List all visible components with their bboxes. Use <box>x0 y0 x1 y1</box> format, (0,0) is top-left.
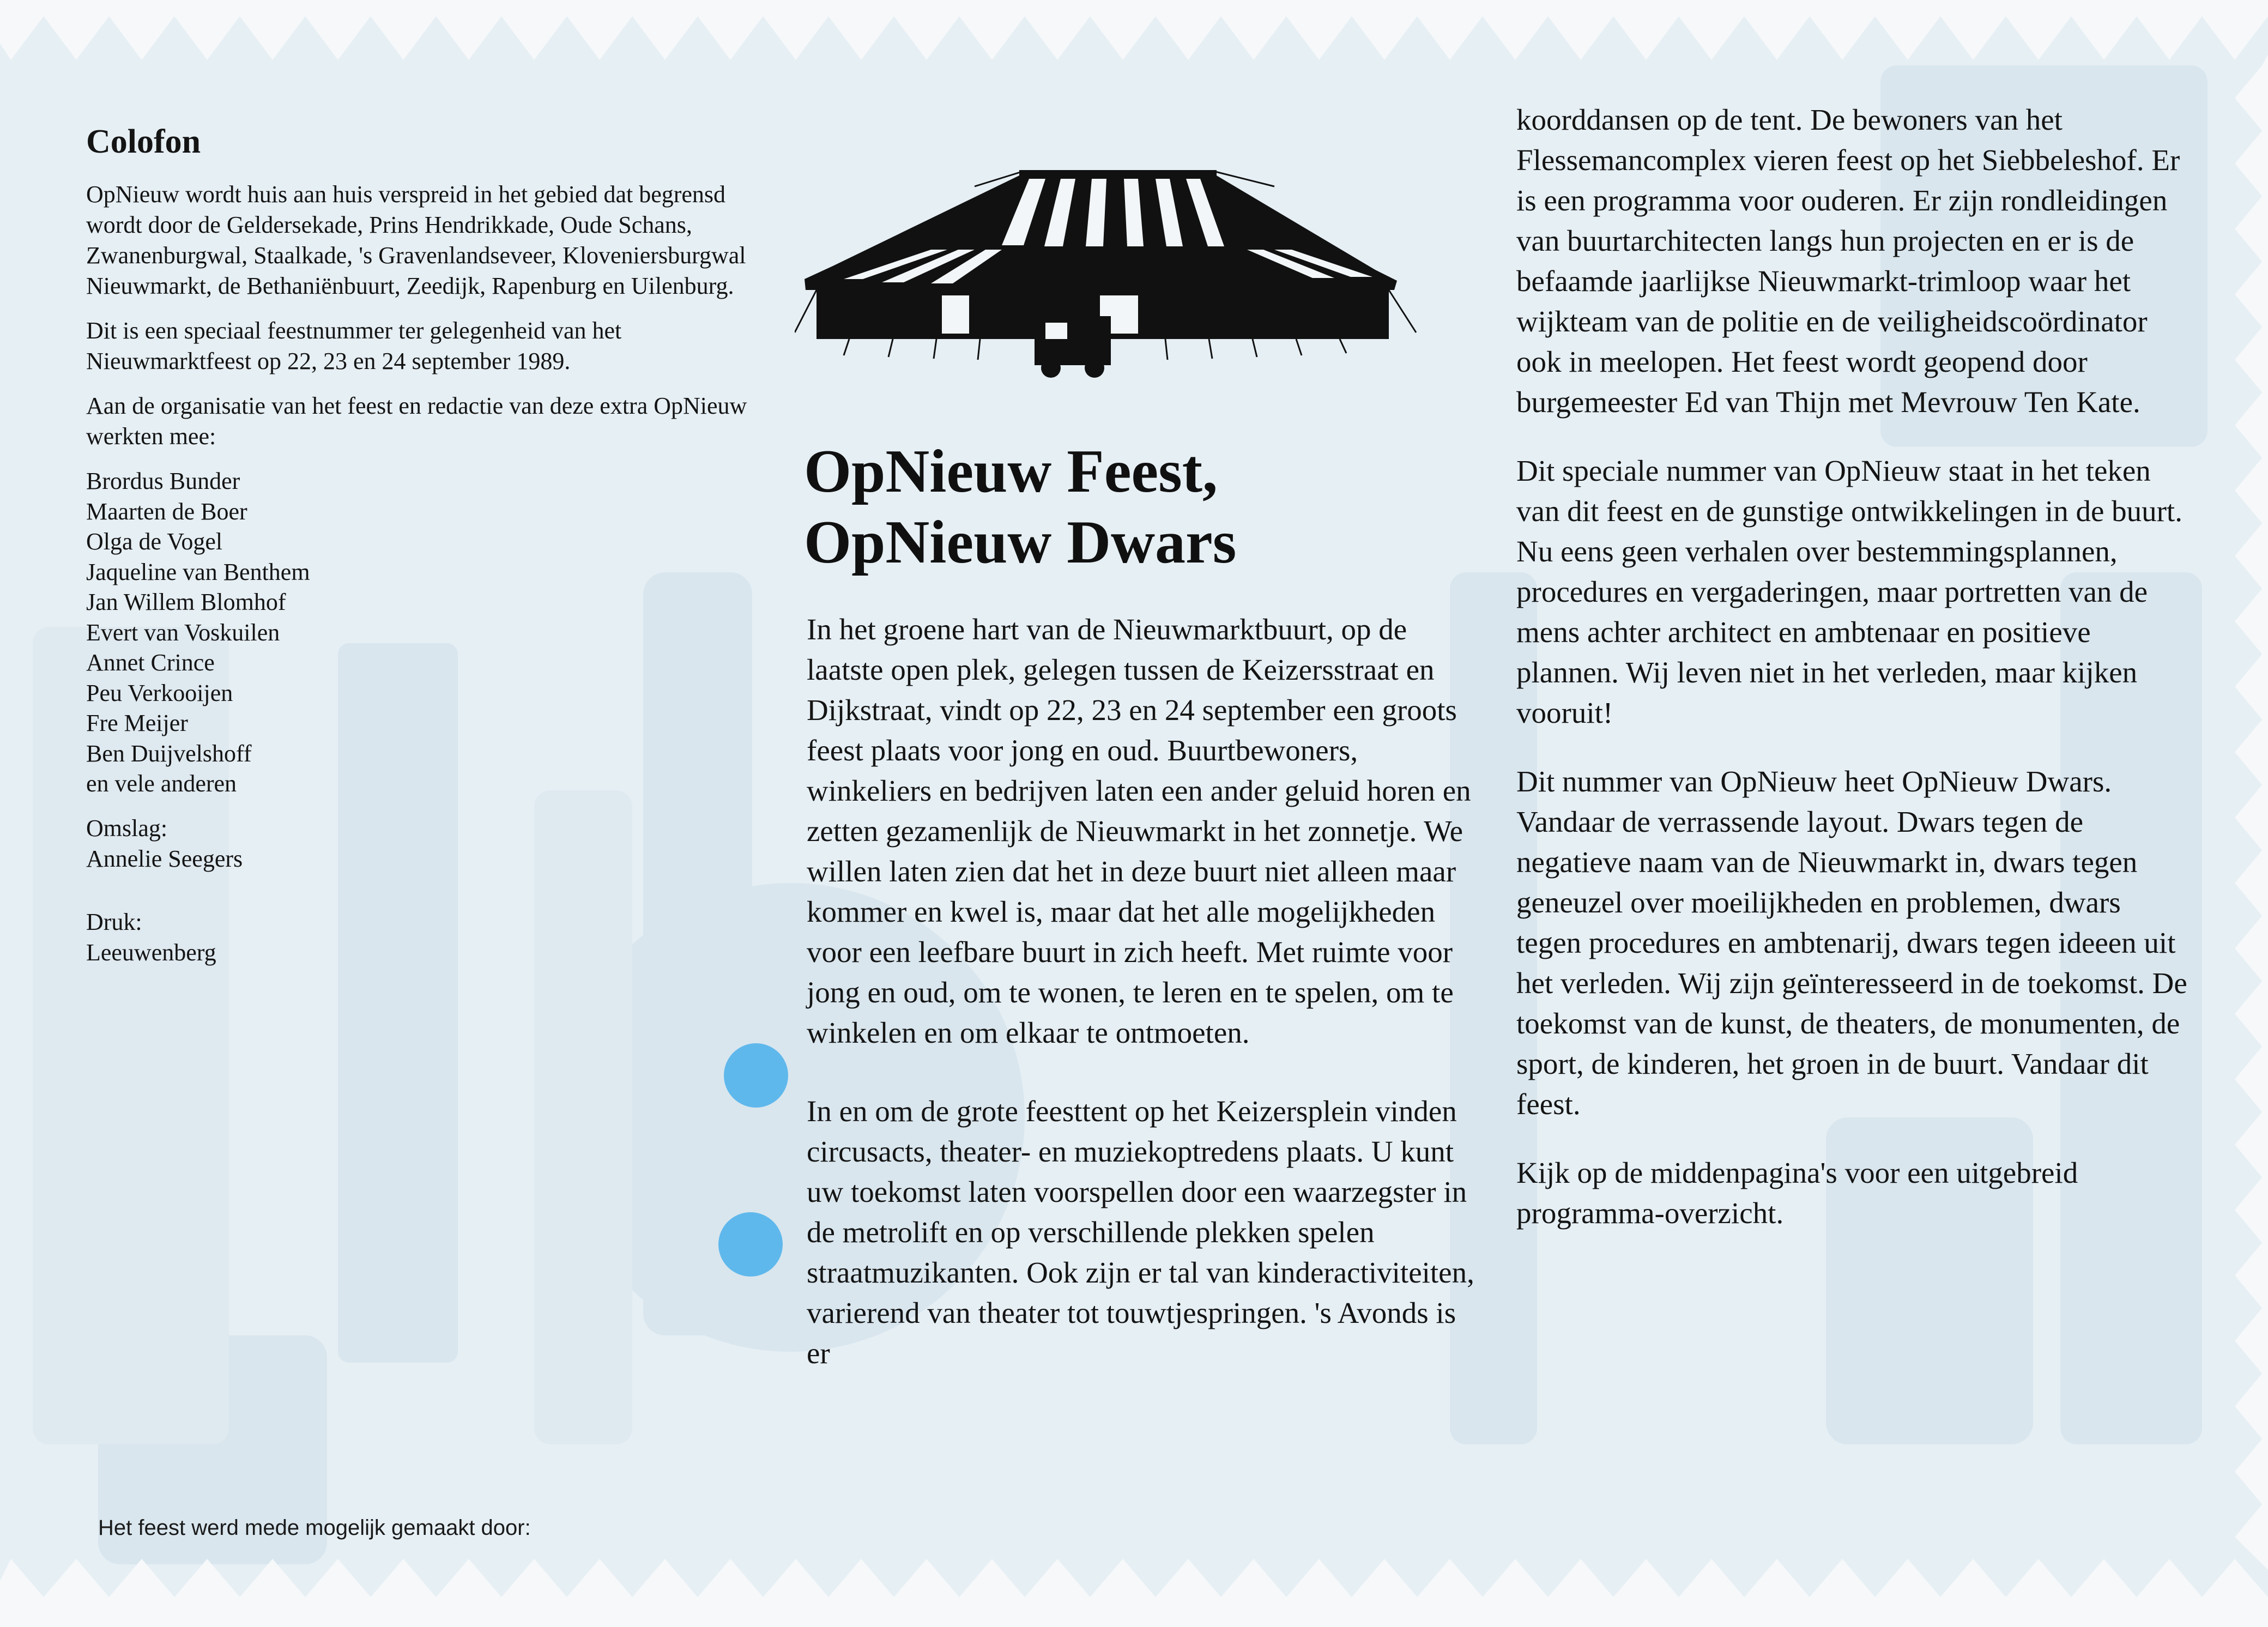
article-paragraph: koorddansen op de tent. De bewoners van het Flessemancomplex vieren feest op het Siebbeleshof. Er is een programma voor ouderen. Er zijn rondleidingen van buurtarchitecten langs hun projecten en er is de befaamde jaarlijkse Nieuwmarkt-trimloop waar het wijkteam van de politie en de veiligheidscoördinator ook in meelopen. Het feest wordt geopend door burgemeester Ed van Thijn met Mevrouw Ten Kate. <box>1516 103 2180 419</box>
contributor-list <box>86 466 757 799</box>
contributor-name: Jaqueline van Benthem <box>86 558 310 585</box>
contributor-name: Evert van Voskuilen <box>86 619 280 646</box>
contributor-name: Maarten de Boer <box>86 498 247 525</box>
contributor-name: Peu Verkooijen <box>86 679 233 706</box>
organisation-text: Aan de organisatie van het feest en redactie van deze extra OpNieuw werkten mee: <box>86 392 747 450</box>
cover-label: Omslag: <box>86 814 168 842</box>
article-paragraph: In en om de grote feesttent op het Keizersplein vinden circusacts, theater- en muziekoptredens plaats. U kunt uw toekomst laten voorspellen door een waarzegster in de metrolift en op verschillende plekken spelen straatmuzikanten. Ook zijn er tal van kinderactiviteiten, varierend van theater tot touwtjespringen. 's Avonds is er <box>807 1094 1474 1370</box>
contributor-name: en vele anderen <box>86 770 237 797</box>
contributor-name: Jan Willem Blomhof <box>86 589 286 615</box>
print-label: Druk: <box>86 908 142 935</box>
print-name: Leeuwenberg <box>86 939 216 966</box>
special-issue-text: Dit is een speciaal feestnummer ter gelegenheid van het Nieuwmarktfeest op 22, 23 en 24 september 1989. <box>86 317 622 374</box>
contributor-name: Fre Meijer <box>86 710 188 736</box>
distribution-area-text: OpNieuw wordt huis aan huis verspreid in het gebied dat begrensd wordt door de Geldersekade, Prins Hendrikkade, Oude Schans, Zwanenburgwal, Staalkade, 's Gravenlandseveer, Kloveniersburgwal Nieuwmarkt, de Bethaniënbuurt, Zeedijk, Rapenburg en Uilenburg. <box>86 181 746 299</box>
cover-credit <box>86 813 757 874</box>
article-paragraph: Dit nummer van OpNieuw heet OpNieuw Dwars. Vandaar de verrassende layout. Dwars tegen de negatieve naam van de Nieuwmarkt in, dwars tegen geneuzel over moeilijkheden en problemen, dwars tegen procedures en ambtenarij, dwars tegen ideeen uit het verleden. Wij zijn geïnteresseerd in de toekomst. De toekomst van de kunst, de theaters, de monumenten, de sport, de kinderen, het groen in de buurt. Vandaar dit feest. <box>1516 765 2187 1121</box>
contributor-name: Ben Duijvelshoff <box>86 740 252 767</box>
sponsor-line: Het feest werd mede mogelijk gemaakt door: <box>98 1516 531 1540</box>
article-title-line-1: OpNieuw Feest, <box>804 438 1218 505</box>
print-credit <box>86 907 757 968</box>
article-paragraph: Kijk op de middenpagina's voor een uitgebreid programma-overzicht. <box>1516 1156 2078 1230</box>
blue-dot-decoration <box>718 1212 783 1277</box>
article-paragraph: In het groene hart van de Nieuwmarktbuurt, op de laatste open plek, gelegen tussen de Keizersstraat en Dijkstraat, vindt op 22, 23 en 24 september een groots feest plaats voor jong en oud. Buurtbewoners, winkeliers en bedrijven laten een ander geluid horen en zetten gezamenlijk de Nieuwmarkt in het zonnetje. We willen laten zien dat het in deze buurt niet alleen maar kommer en kwel is, maar dat het alle mogelijkheden voor een leefbare buurt in zich heeft. Met ruimte voor jong en oud, om te wonen, te leren en te spelen, om te winkelen en om elkaar te ontmoeten. <box>807 613 1471 1049</box>
contributor-name: Brordus Bunder <box>86 468 240 494</box>
contributor-name: Olga de Vogel <box>86 528 223 555</box>
circus-tent-illustration <box>795 153 1443 392</box>
colofon-column <box>86 123 757 982</box>
blue-dot-decoration <box>724 1043 788 1108</box>
article-title-line-2: OpNieuw Dwars <box>804 509 1237 576</box>
cover-name: Annelie Seegers <box>86 845 243 872</box>
contributor-name: Annet Crince <box>86 649 215 676</box>
article-paragraph: Dit speciale nummer van OpNieuw staat in het teken van dit feest en de gunstige ontwikkelingen in de buurt. Nu eens geen verhalen over bestemmingsplannen, procedures en vergaderingen, maar portretten van de mens achter architect en ambtenaar en positieve plannen. Wij leven niet in het verleden, maar kijken vooruit! <box>1516 454 2182 729</box>
article-column-middle <box>807 609 1483 1412</box>
colofon-heading: Colofon <box>86 123 201 160</box>
article-column-right <box>1516 100 2192 1262</box>
article-title <box>804 436 1458 578</box>
